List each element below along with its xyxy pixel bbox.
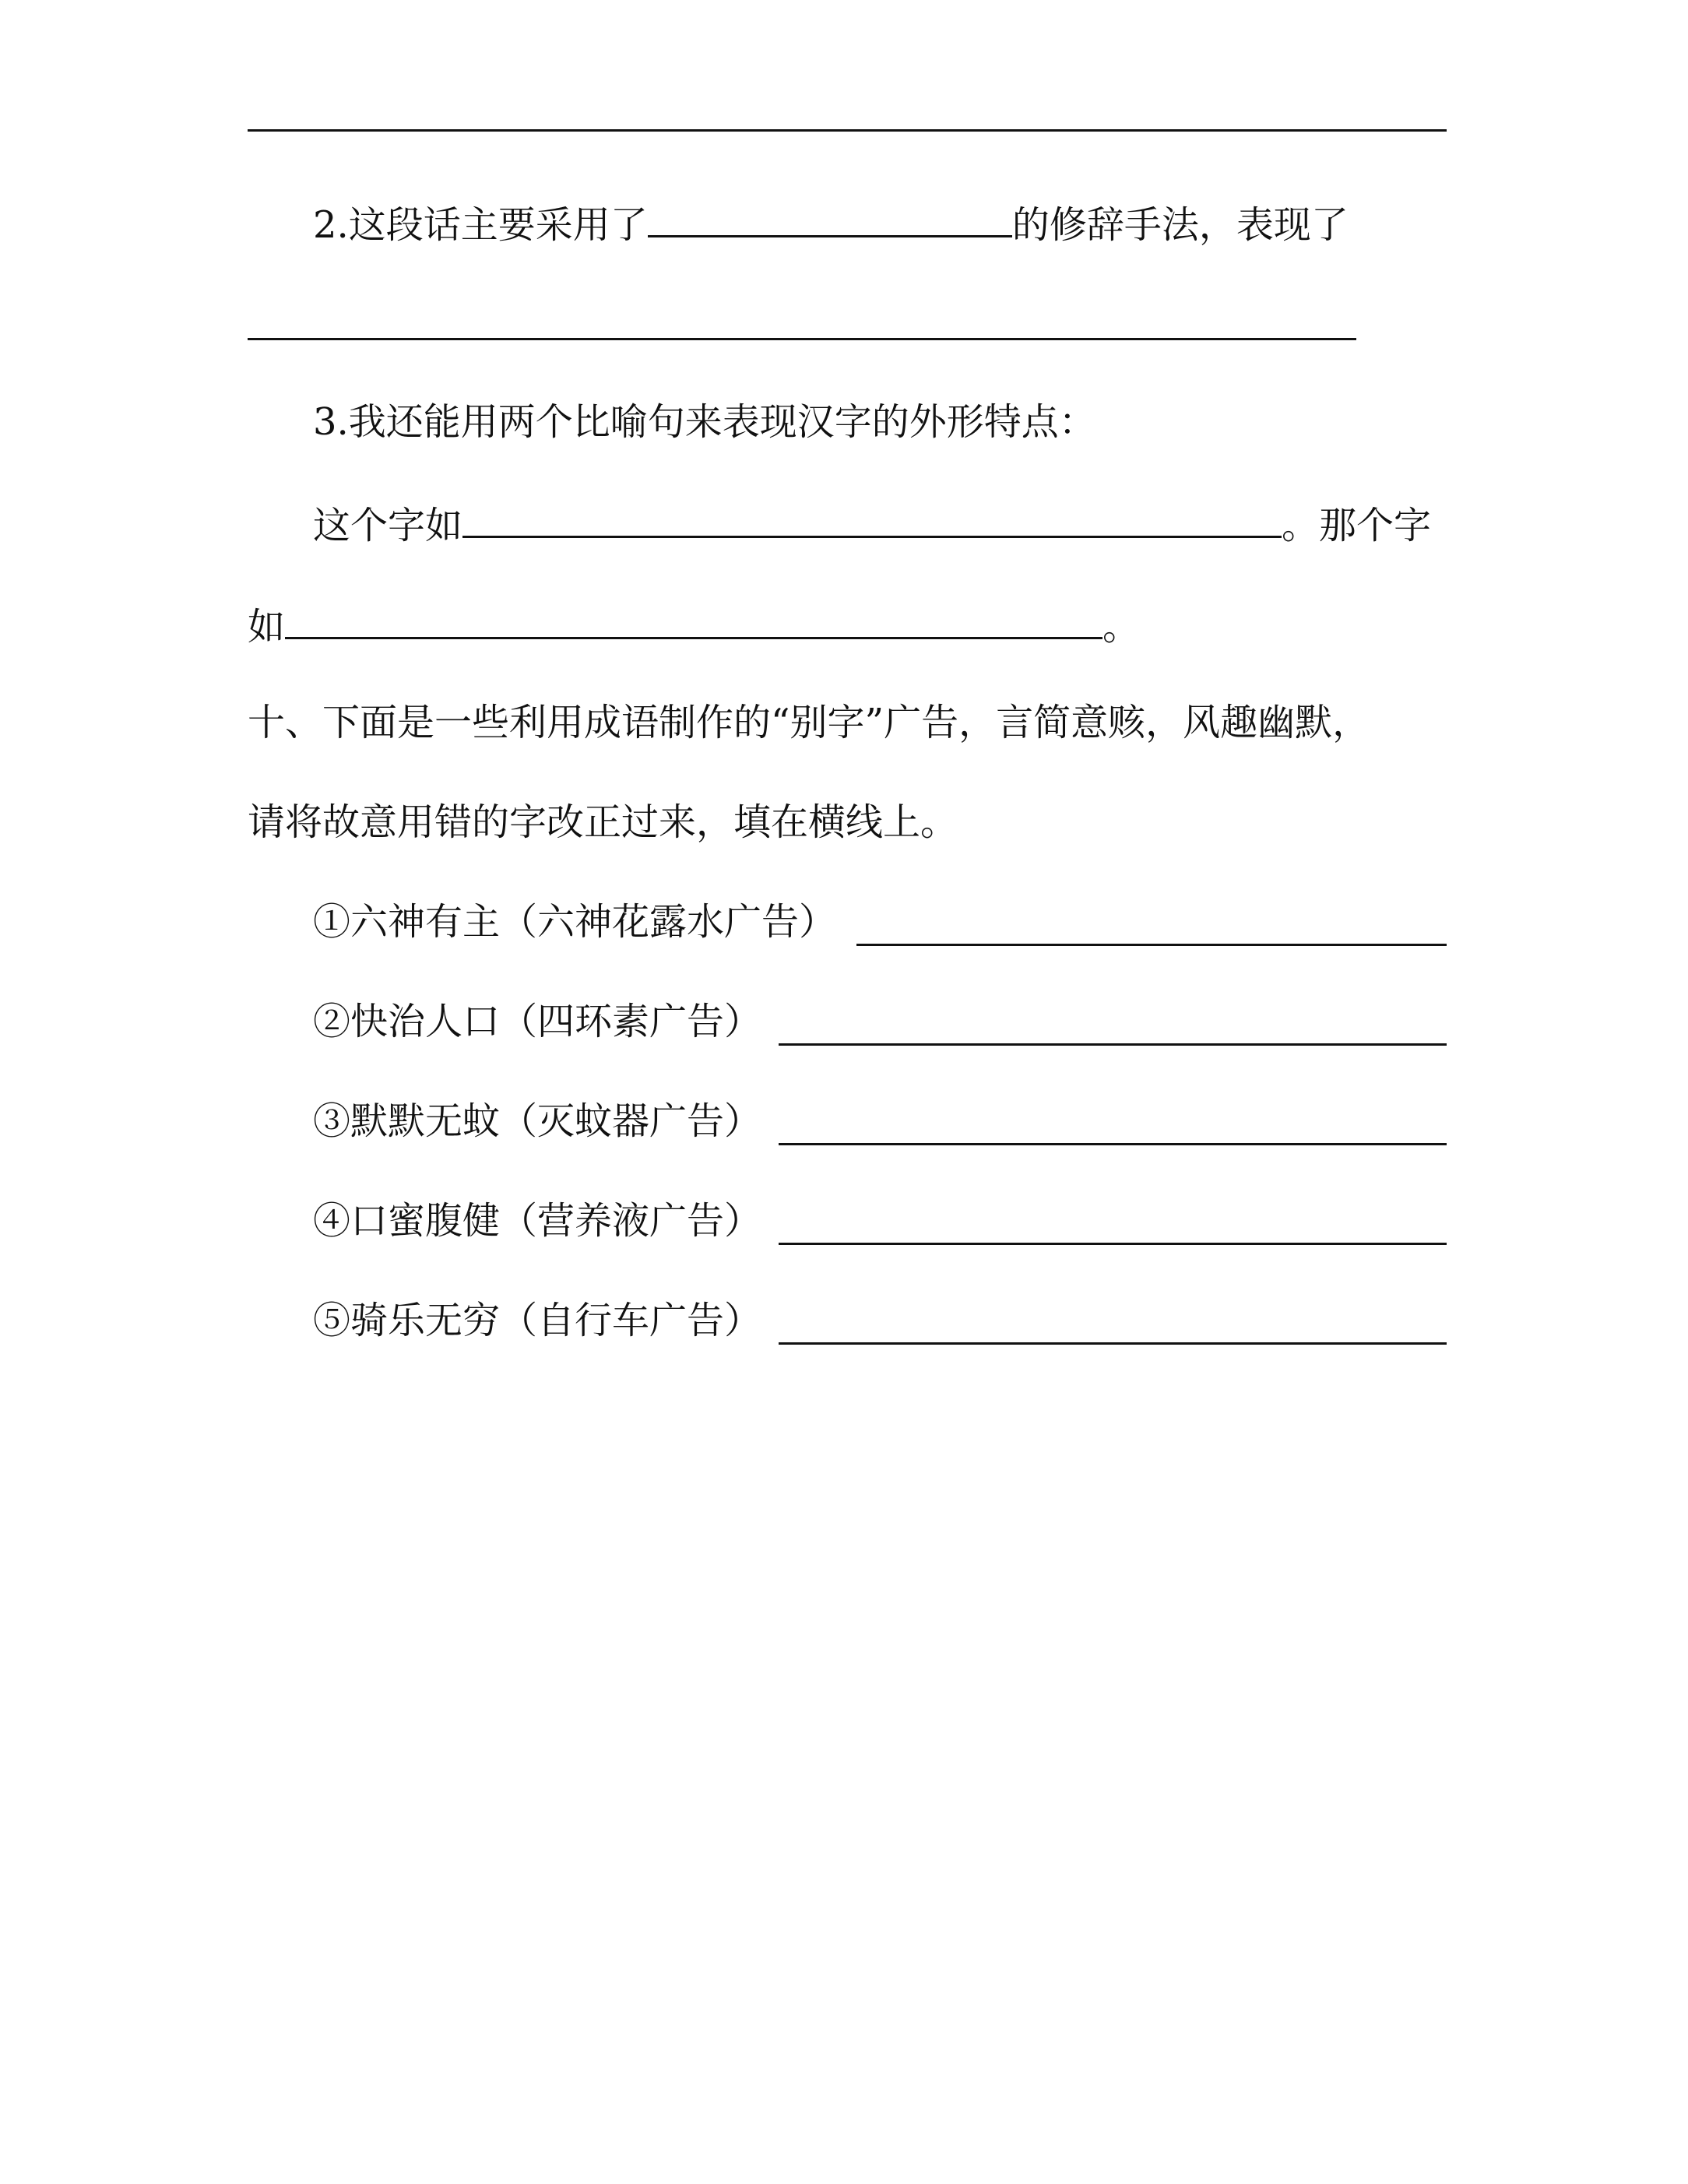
question-10-heading-line-2: 请将故意用错的字改正过来，填在横线上。	[248, 800, 958, 844]
simile-2-blank[interactable]	[285, 600, 1102, 639]
simile-1	[313, 498, 1431, 549]
simile-2	[248, 600, 1140, 650]
ad-item-5-text: ⑤骑乐无穷（自行车广告）	[313, 1299, 762, 1342]
ad-item-5-answer-line[interactable]	[779, 1342, 1447, 1345]
question-9-item-2	[313, 198, 1349, 248]
item-2-prefix: 2.这段话主要采用了	[313, 203, 648, 247]
simile-2-suffix: 。	[1102, 605, 1141, 649]
answer-line-top[interactable]	[248, 129, 1447, 132]
ad-item-2-text: ②快治人口（四环素广告）	[313, 1000, 762, 1043]
question-10-heading-line-1: 十、下面是一些利用成语制作的“别字”广告，言简意赅，风趣幽默，	[248, 701, 1370, 744]
ad-item-3-answer-line[interactable]	[779, 1143, 1447, 1145]
ad-item-4	[313, 1198, 761, 1244]
simile-1-blank[interactable]	[462, 498, 1282, 538]
ad-item-4-text: ④口蜜腹健（营养液广告）	[313, 1199, 762, 1243]
simile-2-prefix: 如	[248, 605, 286, 649]
ad-item-4-answer-line[interactable]	[779, 1243, 1447, 1245]
question-9-item-3	[313, 399, 1096, 445]
ad-item-5	[313, 1297, 761, 1344]
ad-item-1	[313, 899, 836, 945]
ad-item-2	[313, 998, 761, 1045]
ad-item-1-text: ①六神有主（六神花露水广告）	[313, 900, 837, 944]
simile-1-prefix: 这个字如	[313, 504, 463, 547]
simile-1-suffix: 。那个字	[1282, 504, 1432, 547]
ad-item-2-answer-line[interactable]	[779, 1043, 1447, 1046]
ad-item-1-answer-line[interactable]	[856, 944, 1447, 946]
ad-item-3-text: ③默默无蚊（灭蚊器广告）	[313, 1099, 762, 1143]
item-2-answer-line[interactable]	[248, 338, 1356, 340]
item-2-middle: 的修辞手法，表现了	[1011, 203, 1349, 247]
item-3-text: 3.我还能用两个比喻句来表现汉字的外形特点：	[313, 400, 1096, 444]
ad-item-3	[313, 1098, 761, 1145]
item-2-blank-rhetoric[interactable]	[648, 198, 1012, 237]
